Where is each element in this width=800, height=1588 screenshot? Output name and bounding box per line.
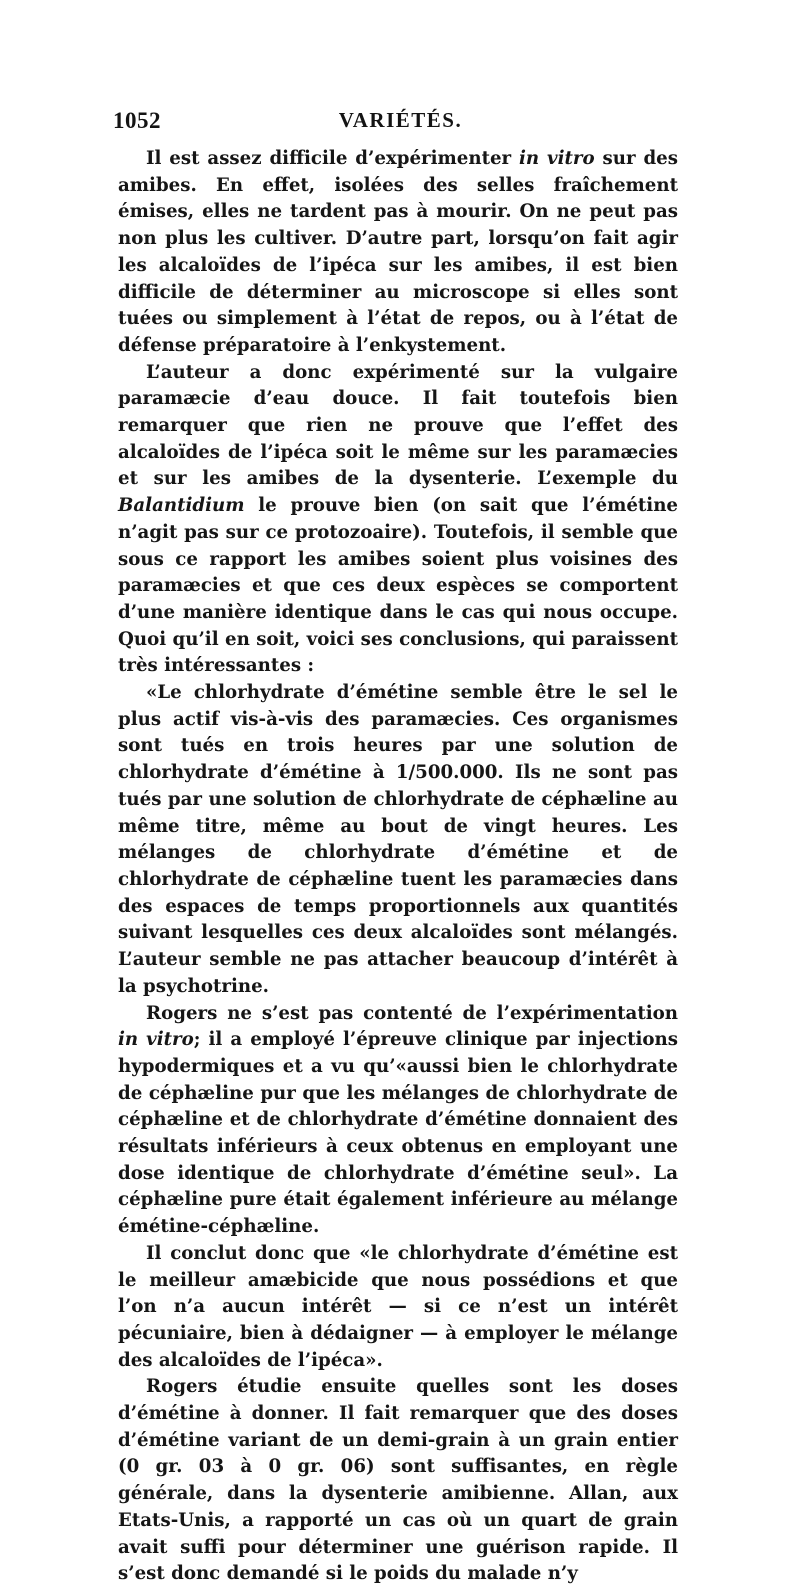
italic-term: in vitro: [118, 1029, 194, 1051]
page-header: [113, 108, 678, 138]
paragraph: Rogers étudie ensuite quelles sont les doses d’émétine à donner. Il fait remarquer que des doses d’émétine variant de un demi-grain à un grain entier (0 gr. 03 à 0 gr. 06) sont suffisantes, en règle générale, dans la dysenterie amibienne. Allan, aux Etats-Unis, a rapporté un cas où un quart de grain avait suffi pour déterminer une guérison rapide. Il s’est donc demandé si le poids du malade n’y: [118, 1376, 678, 1585]
paragraph: «Le chlorhydrate d’émétine semble être le sel le plus actif vis-à-vis des paramæcies. Ces organismes sont tués en trois heures par une solution de chlorhydrate d’émétine à 1/500.000. Ils ne sont pas tués par une solution de chlorhydrate de céphæline au même titre, même au bout de vingt heures. Les mélanges de chlorhydrate d’émétine et de chlorhydrate de céphæline tuent les paramæcies dans des espaces de temps proportionnels aux quantités suivant lesquelles ces deux alcaloïdes sont mélangés. L’auteur semble ne pas attacher beaucoup d’intérêt à la psychotrine.: [118, 682, 678, 997]
italic-term: Balantidium: [118, 495, 245, 517]
paragraph: L’auteur a donc expérimenté sur la vulgaire paramæcie d’eau douce. Il fait toutefois bien remarquer que rien ne prouve que l’effet des alcaloïdes de l’ipéca soit le même sur les paramæcies et sur les amibes de la dysenterie. L’exemple du Balantidium le prouve bien (on sait que l’émétine n’agit pas sur ce protozoaire). Toutefois, il semble que sous ce rapport les amibes soient plus voisines des paramæcies et que ces deux espèces se comportent d’une manière identique dans le cas qui nous occupe. Quoi qu’il en soit, voici ses conclusions, qui paraissent très intéressantes :: [118, 361, 678, 677]
paragraph: Il conclut donc que «le chlorhydrate d’émétine est le meilleur amæbicide que nous possédions et que l’on n’a aucun intérêt — si ce n’est un intérêt pécuniaire, bien à dédaigner — à employer le mélange des alcaloïdes de l’ipéca».: [118, 1242, 678, 1371]
page-number: 1052: [113, 108, 161, 133]
italic-term: in vitro: [519, 148, 595, 169]
paragraph: Il est assez difficile d’expérimenter in vitro sur des amibes. En effet, isolées des selles fraîchement émises, elles ne tardent pas à mourir. On ne peut pas non plus les cultiver. D’autre part, lorsqu’on fait agir les alcaloïdes de l’ipéca sur les amibes, il est bien difficile de déterminer au microscope si elles sont tuées ou simplement à l’état de repos, ou à l’état de défense préparatoire à l’enkystement.: [118, 148, 678, 356]
running-title: VARIÉTÉS.: [338, 108, 463, 132]
body-text: [118, 146, 678, 1588]
paragraph: Rogers ne s’est pas contenté de l’expérimentation in vitro; il a employé l’épreuve clinique par injections hypodermiques et a vu qu’«aussi bien le chlorhydrate de céphæline pur que les mélanges de chlorhydrate de céphæline et de chlorhydrate d’émétine donnaient des résultats inférieurs à ceux obtenus en employant une dose identique de chlorhydrate d’émétine seul». La céphæline pure était également inférieure au mélange émétine-céphæline.: [118, 1002, 678, 1238]
